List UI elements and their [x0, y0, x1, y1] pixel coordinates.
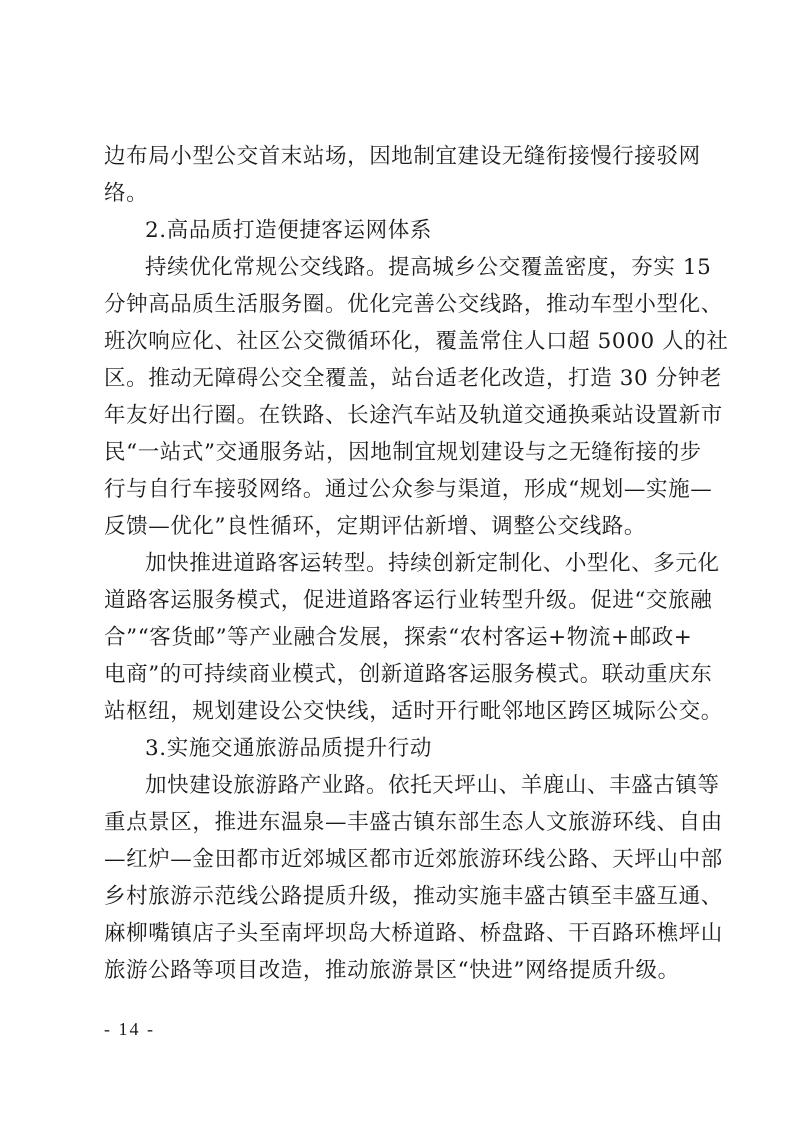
text-line: 班次响应化、社区公交微循环化，覆盖常住人口超 5000 人的社 [104, 329, 729, 354]
paragraph-start: 持续优化常规公交线路。提高城乡公交覆盖密度，夯实 15 [145, 255, 712, 280]
text-line: —红炉—金田都市近郊城区都市近郊旅游环线公路、天坪山中部 [104, 847, 723, 872]
text-line: 络。 [104, 181, 149, 206]
text-line: 重点景区，推进东温泉—丰盛古镇东部生态人文旅游环线、自由 [104, 810, 723, 835]
text-line: 反馈—优化”良性循环，定期评估新增、调整公交线路。 [104, 514, 646, 539]
section-heading: 3.实施交通旅游品质提升行动 [145, 736, 432, 761]
text-line: 边布局小型公交首末站场，因地制宜建设无缝衔接慢行接驳网 [104, 144, 701, 169]
text-line: 电商”的可持续商业模式，创新道路客运服务模式。联动重庆东 [104, 662, 713, 687]
text-line: 年友好出行圈。在铁路、长途汽车站及轨道交通换乘站设置新市 [104, 403, 723, 428]
text-line: 乡村旅游示范线公路提质升级，推动实施丰盛古镇至丰盛互通、 [104, 884, 723, 909]
text-line: 站枢纽，规划建设公交快线，适时开行毗邻地区跨区城际公交。 [104, 699, 723, 724]
section-heading: 2.高品质打造便捷客运网体系 [145, 218, 432, 243]
text-line: 合”“客货邮”等产业融合发展，探索“农村客运+物流+邮政+ [104, 625, 693, 650]
text-line: 道路客运服务模式，促进道路客运行业转型升级。促进“交旅融 [104, 588, 713, 613]
text-line: 行与自行车接驳网络。通过公众参与渠道，形成“规划—实施— [104, 477, 713, 502]
text-line: 麻柳嘴镇店子头至南坪坝岛大桥道路、桥盘路、干百路环樵坪山 [104, 921, 723, 946]
text-line: 区。推动无障碍公交全覆盖，站台适老化改造，打造 30 分钟老 [104, 366, 723, 391]
paragraph-start: 加快建设旅游路产业路。依托天坪山、羊鹿山、丰盛古镇等 [145, 773, 720, 798]
paragraph-start: 加快推进道路客运转型。持续创新定制化、小型化、多元化 [145, 551, 720, 576]
page-number: - 14 - [104, 1019, 155, 1039]
text-line: 分钟高品质生活服务圈。优化完善公交线路，推动车型小型化、 [104, 292, 723, 317]
text-line: 旅游公路等项目改造，推动旅游景区“快进”网络提质升级。 [104, 958, 680, 983]
text-line: 民“一站式”交通服务站，因地制宜规划建设与之无缝衔接的步 [104, 440, 702, 465]
